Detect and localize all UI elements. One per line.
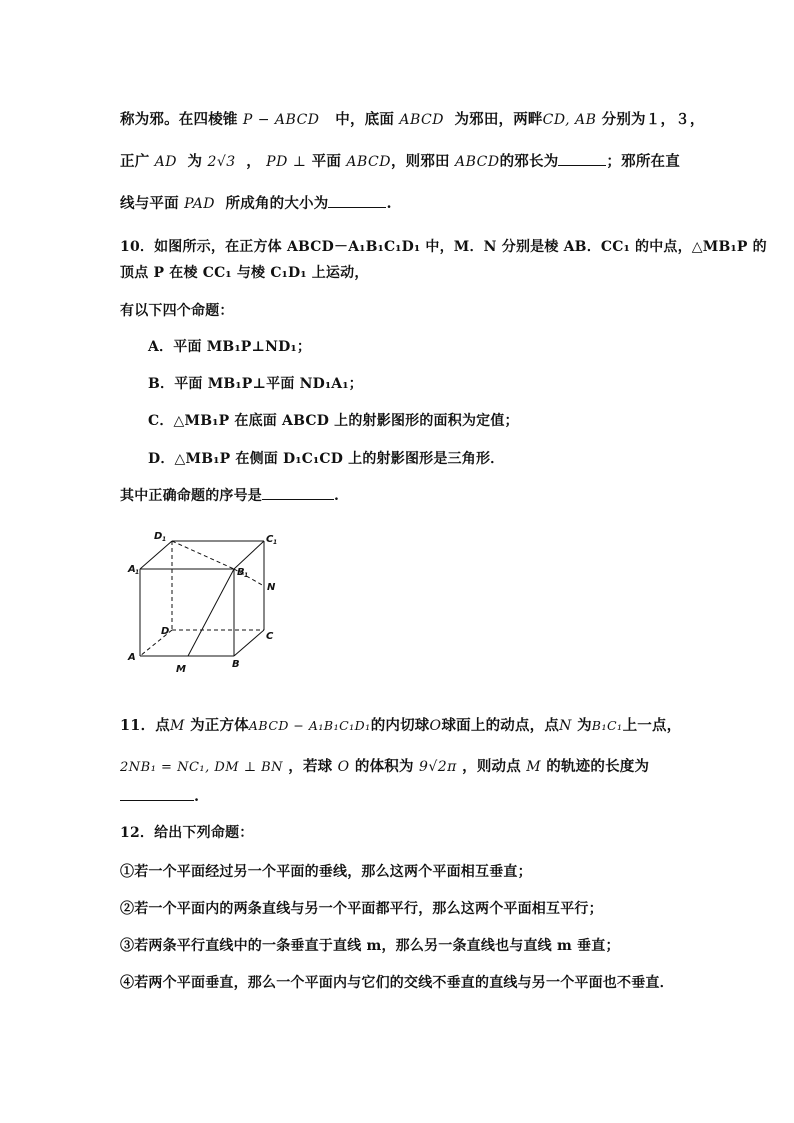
math-expr: ABCD − A₁B₁C₁D₁ (248, 718, 371, 733)
label-b1: B (237, 567, 245, 578)
text: 其中正确命题的序号是 (120, 488, 262, 504)
math-expr: PD ⊥ (266, 154, 307, 170)
text: 的体积为 (354, 758, 414, 775)
math-expr: PAD (184, 196, 216, 212)
text: 正广 (120, 153, 150, 170)
label-c1: C (266, 534, 274, 545)
q10-option-b: B．平面 MB₁P⊥平面 ND₁A₁； (148, 376, 363, 392)
q11-line-2 (120, 755, 649, 776)
text: ；邪所在直 (606, 153, 680, 170)
text: ， (246, 153, 261, 170)
text: 球面上的动点，点 (441, 717, 560, 734)
math-expr: N (559, 718, 572, 734)
text: 为正方体 (190, 717, 249, 734)
math-expr: ABCD (346, 154, 391, 170)
text: 为 (577, 717, 592, 734)
math-expr: AD (154, 154, 177, 170)
text: 为邪田，两畔 (454, 111, 543, 128)
text: ，则邪田 (390, 153, 450, 170)
q12-prop-4: ④若两个平面垂直，那么一个平面内与它们的交线不垂直的直线与另一个平面也不垂直． (120, 975, 674, 991)
text: . (194, 788, 200, 805)
q10-line-1: 10．如图所示，在正方体 ABCD－A₁B₁C₁D₁ 中，M．N 分别是棱 AB．CC₁ 的中点，△MB₁P 的 (120, 239, 767, 255)
q11-line-3 (120, 788, 199, 805)
q12-title: 12．给出下列命题： (120, 825, 254, 841)
q10-ask (120, 485, 339, 505)
label-m: M (176, 664, 186, 674)
label-n: N (267, 582, 276, 593)
q10-line-3: 有以下四个命题： (120, 303, 234, 319)
text: 分别为１，３， (601, 111, 705, 128)
q12-prop-1: ①若一个平面经过另一个平面的垂线，那么这两个平面相互垂直； (120, 864, 532, 880)
text: 上一点， (622, 717, 682, 734)
label-c1-sub: 1 (273, 539, 278, 546)
q10-option-c: C．△MB₁P 在底面 ABCD 上的射影图形的面积为定值； (148, 413, 519, 429)
text: 11．点 (120, 717, 170, 734)
label-d1-sub: 1 (162, 536, 167, 543)
q12-prop-2: ②若一个平面内的两条直线与另一个平面都平行，那么这两个平面相互平行； (120, 901, 603, 917)
intro-line-2 (120, 150, 680, 171)
label-b1-sub: 1 (244, 572, 249, 579)
math-expr: 9√2π (418, 759, 457, 775)
text: 中，底面 (335, 111, 395, 128)
math-expr: 2NB₁ = NC₁, DM ⊥ BN (120, 760, 284, 775)
math-expr: M (169, 718, 185, 734)
text: . (386, 195, 392, 212)
text: 为 (187, 153, 203, 170)
intro-line-1 (120, 108, 705, 129)
math-expr: ABCD (399, 112, 444, 128)
text: . (334, 488, 340, 504)
label-a1: A (128, 564, 136, 575)
label-a: A (128, 652, 136, 663)
q11-line-1 (120, 714, 681, 735)
text: 的轨迹的长度为 (546, 758, 650, 775)
text: ，若球 (288, 758, 333, 775)
text: 称为邪。在四棱锥 (120, 111, 238, 128)
label-a1-sub: 1 (135, 569, 140, 576)
answer-blank[interactable] (262, 487, 334, 500)
q12-prop-3: ③若两条平行直线中的一条垂直于直线 m，那么另一条直线也与直线 m 垂直； (120, 938, 620, 954)
text: 所成角的大小为 (225, 195, 329, 212)
math-expr: B₁C₁ (591, 718, 623, 733)
text: ，则动点 (462, 758, 521, 775)
label-d: D (161, 626, 170, 637)
math-expr: ABCD (455, 154, 500, 170)
cube-figure (124, 526, 284, 674)
math-expr: O (337, 759, 350, 775)
text: 平面 (311, 153, 342, 170)
label-c: C (266, 631, 274, 642)
text: 线与平面 (120, 195, 179, 212)
math-expr: O (429, 718, 442, 734)
q10-line-2: 顶点 P 在棱 CC₁ 与棱 C₁D₁ 上运动， (120, 265, 369, 281)
math-expr: P − ABCD (242, 112, 320, 128)
answer-blank[interactable] (558, 153, 606, 166)
text: 的邪长为 (499, 153, 559, 170)
answer-blank[interactable] (328, 195, 386, 208)
answer-blank[interactable] (120, 788, 194, 801)
text: 的内切球 (370, 717, 430, 734)
math-expr: 2√3 (207, 154, 236, 170)
label-d1: D (154, 531, 163, 542)
label-b: B (232, 659, 240, 670)
intro-line-3 (120, 192, 392, 213)
math-expr: CD, AB (542, 112, 597, 128)
q10-option-d: D．△MB₁P 在侧面 D₁C₁CD 上的射影图形是三角形． (148, 451, 505, 467)
q10-option-a: A．平面 MB₁P⊥ND₁； (148, 339, 312, 355)
math-expr: M (526, 759, 542, 775)
